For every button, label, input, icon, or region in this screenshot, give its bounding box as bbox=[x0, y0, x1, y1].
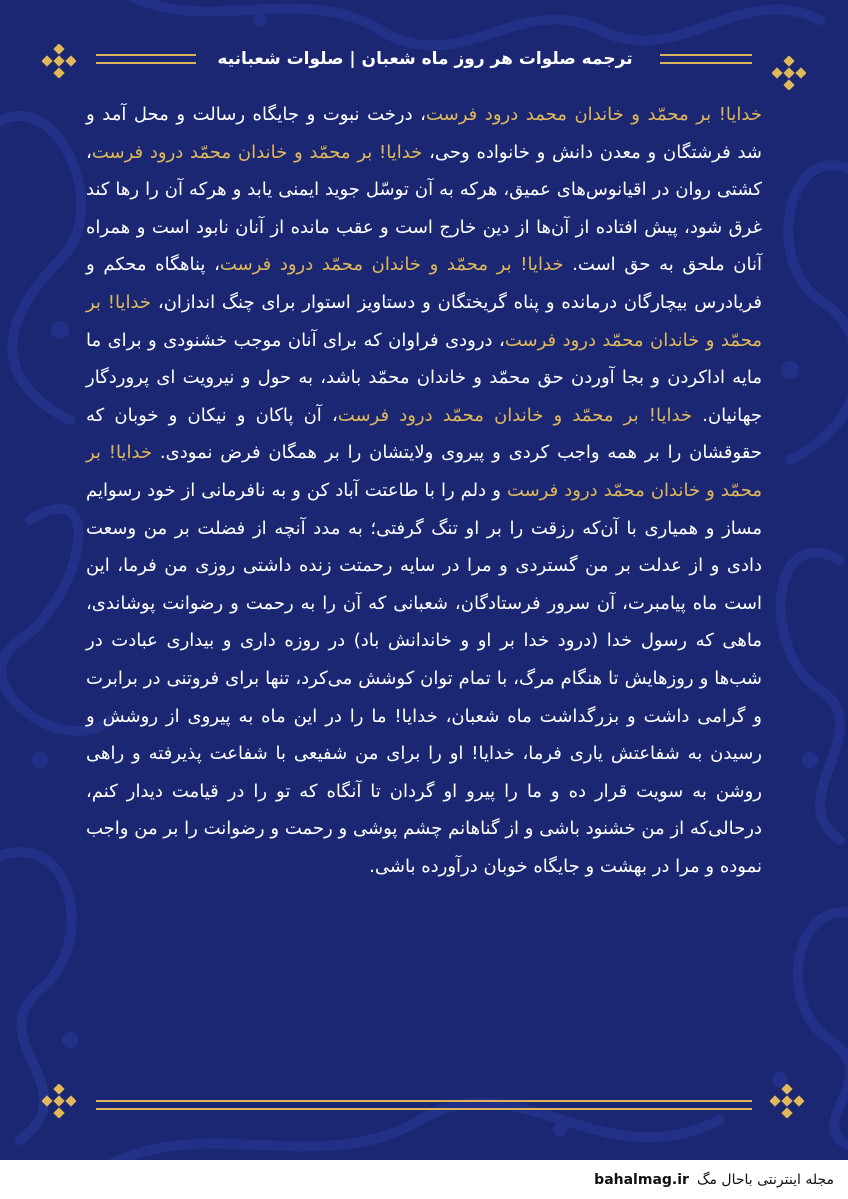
site-domain: bahalmag.ir bbox=[594, 1171, 689, 1188]
ornament-icon bbox=[42, 1084, 76, 1118]
salawat-phrase: خدایا! بر محمّد و خاندان محمّد درود فرست bbox=[86, 442, 762, 501]
text-segment: ، آن پاکان و نیکان و خوبان که حقوقشان را بر همه واجب کردی و پیروی ولایتشان را بر همگان فرض نمودی. bbox=[86, 404, 763, 464]
salawat-phrase: خدایا! بر محمّد و خاندان محمّد درود فرست bbox=[219, 254, 564, 276]
salawat-phrase: خدایا! بر محمّد و خاندان محمد درود فرست bbox=[425, 104, 762, 125]
divider bbox=[96, 1108, 752, 1110]
ornament-icon bbox=[42, 44, 76, 78]
site-name: مجله اینترنتی باحال مگ bbox=[696, 1171, 834, 1188]
text-segment: ، پناهگاه محکم و فریادرس بیچارگان درمانده و پناه گریختگان و دستاویز استوار برای چنگ اندازان، bbox=[86, 254, 762, 313]
divider bbox=[660, 54, 752, 56]
salawat-phrase: خدایا! بر محمّد و خاندان محمّد درود فرست bbox=[86, 291, 762, 351]
ornament-icon bbox=[770, 1084, 804, 1118]
text-segment: ، درخت نبوت و جایگاه رسالت و محل آمد و شد فرشتگان و معدن دانش و خانواده وحی، bbox=[86, 104, 762, 163]
header bbox=[0, 38, 848, 82]
page-title: ترجمه صلوات هر روز ماه شعبان | صلوات شعبانیه bbox=[217, 49, 633, 69]
salawat-text bbox=[86, 96, 762, 885]
divider bbox=[660, 62, 752, 64]
divider bbox=[96, 62, 196, 64]
footer bbox=[0, 1160, 848, 1199]
site-brand[interactable] bbox=[580, 1160, 848, 1199]
salawat-phrase: خدایا! بر محمّد و خاندان محمّد درود فرست bbox=[337, 404, 693, 426]
text-segment: ، کشتی روان در اقیانوس‌های عمیق، هرکه به آن توسّل جوید ایمنی یابد و هرکه آن را رها کند غرق شود، پیش افتاده از آن‌ها از دین خارج است و عقب مانده از آنان نابود است و همراه آنان ملحق به حق است. bbox=[86, 141, 762, 276]
salawat-phrase: خدایا! بر محمّد و خاندان محمّد درود فرست bbox=[91, 141, 423, 163]
text-segment: ، درودی فراوان که برای آنان موجب خشنودی و برای ما مایه اداکردن و بجا آوردن حق محمّد و خاندان محمّد باشد، به حول و نیرویت ای پروردگار جهانیان. bbox=[86, 329, 762, 426]
ornament-icon bbox=[772, 56, 806, 90]
divider bbox=[96, 54, 196, 56]
text-segment: و دلم را با طاعتت آباد کن و به نافرمانی از خود رسوایم مساز و همیاری با آن‌که رزقت را بر او تنگ گرفتی؛ به مدد آنچه از فضلت بر من وسعت دادی و از عدلت بر من گستردی و مرا در سایه رحمتت زنده داشتی روزی من فرما، این است ماه پیامبرت، آن سرور فرستادگان، شعبانی که آن را به رحمت و رضوانت پوشاندی، ماهی که رسول خدا (درود خدا بر او و خاندانش باد) در روزه داری و بیداری عبادت در شب‌ها و روزهایش تا هنگام مرگ، با تمام توان کوشش می‌کرد، تنها برای فروتنی در برابرت و گرامی داشت و بزرگداشت ماه شعبان، خدایا! ما را در این ماه به پیروی از روشش و رسیدن به شفاعتش یاری فرما، خدایا! او را برای من شفیعی با شفاعت پذیرفته و راهی روشن به سویت قرار ده و ما را پیرو او گردان تا آنگاه که تو را در قیامت دیدار کنم، درحالی‌که از من خشنود باشی و از گناهانم چشم پوشی و رحمت و رضوانت را بر من واجب نموده و مرا در بهشت و جایگاه خوبان درآورده باشی. bbox=[86, 479, 762, 877]
divider bbox=[96, 1100, 752, 1102]
